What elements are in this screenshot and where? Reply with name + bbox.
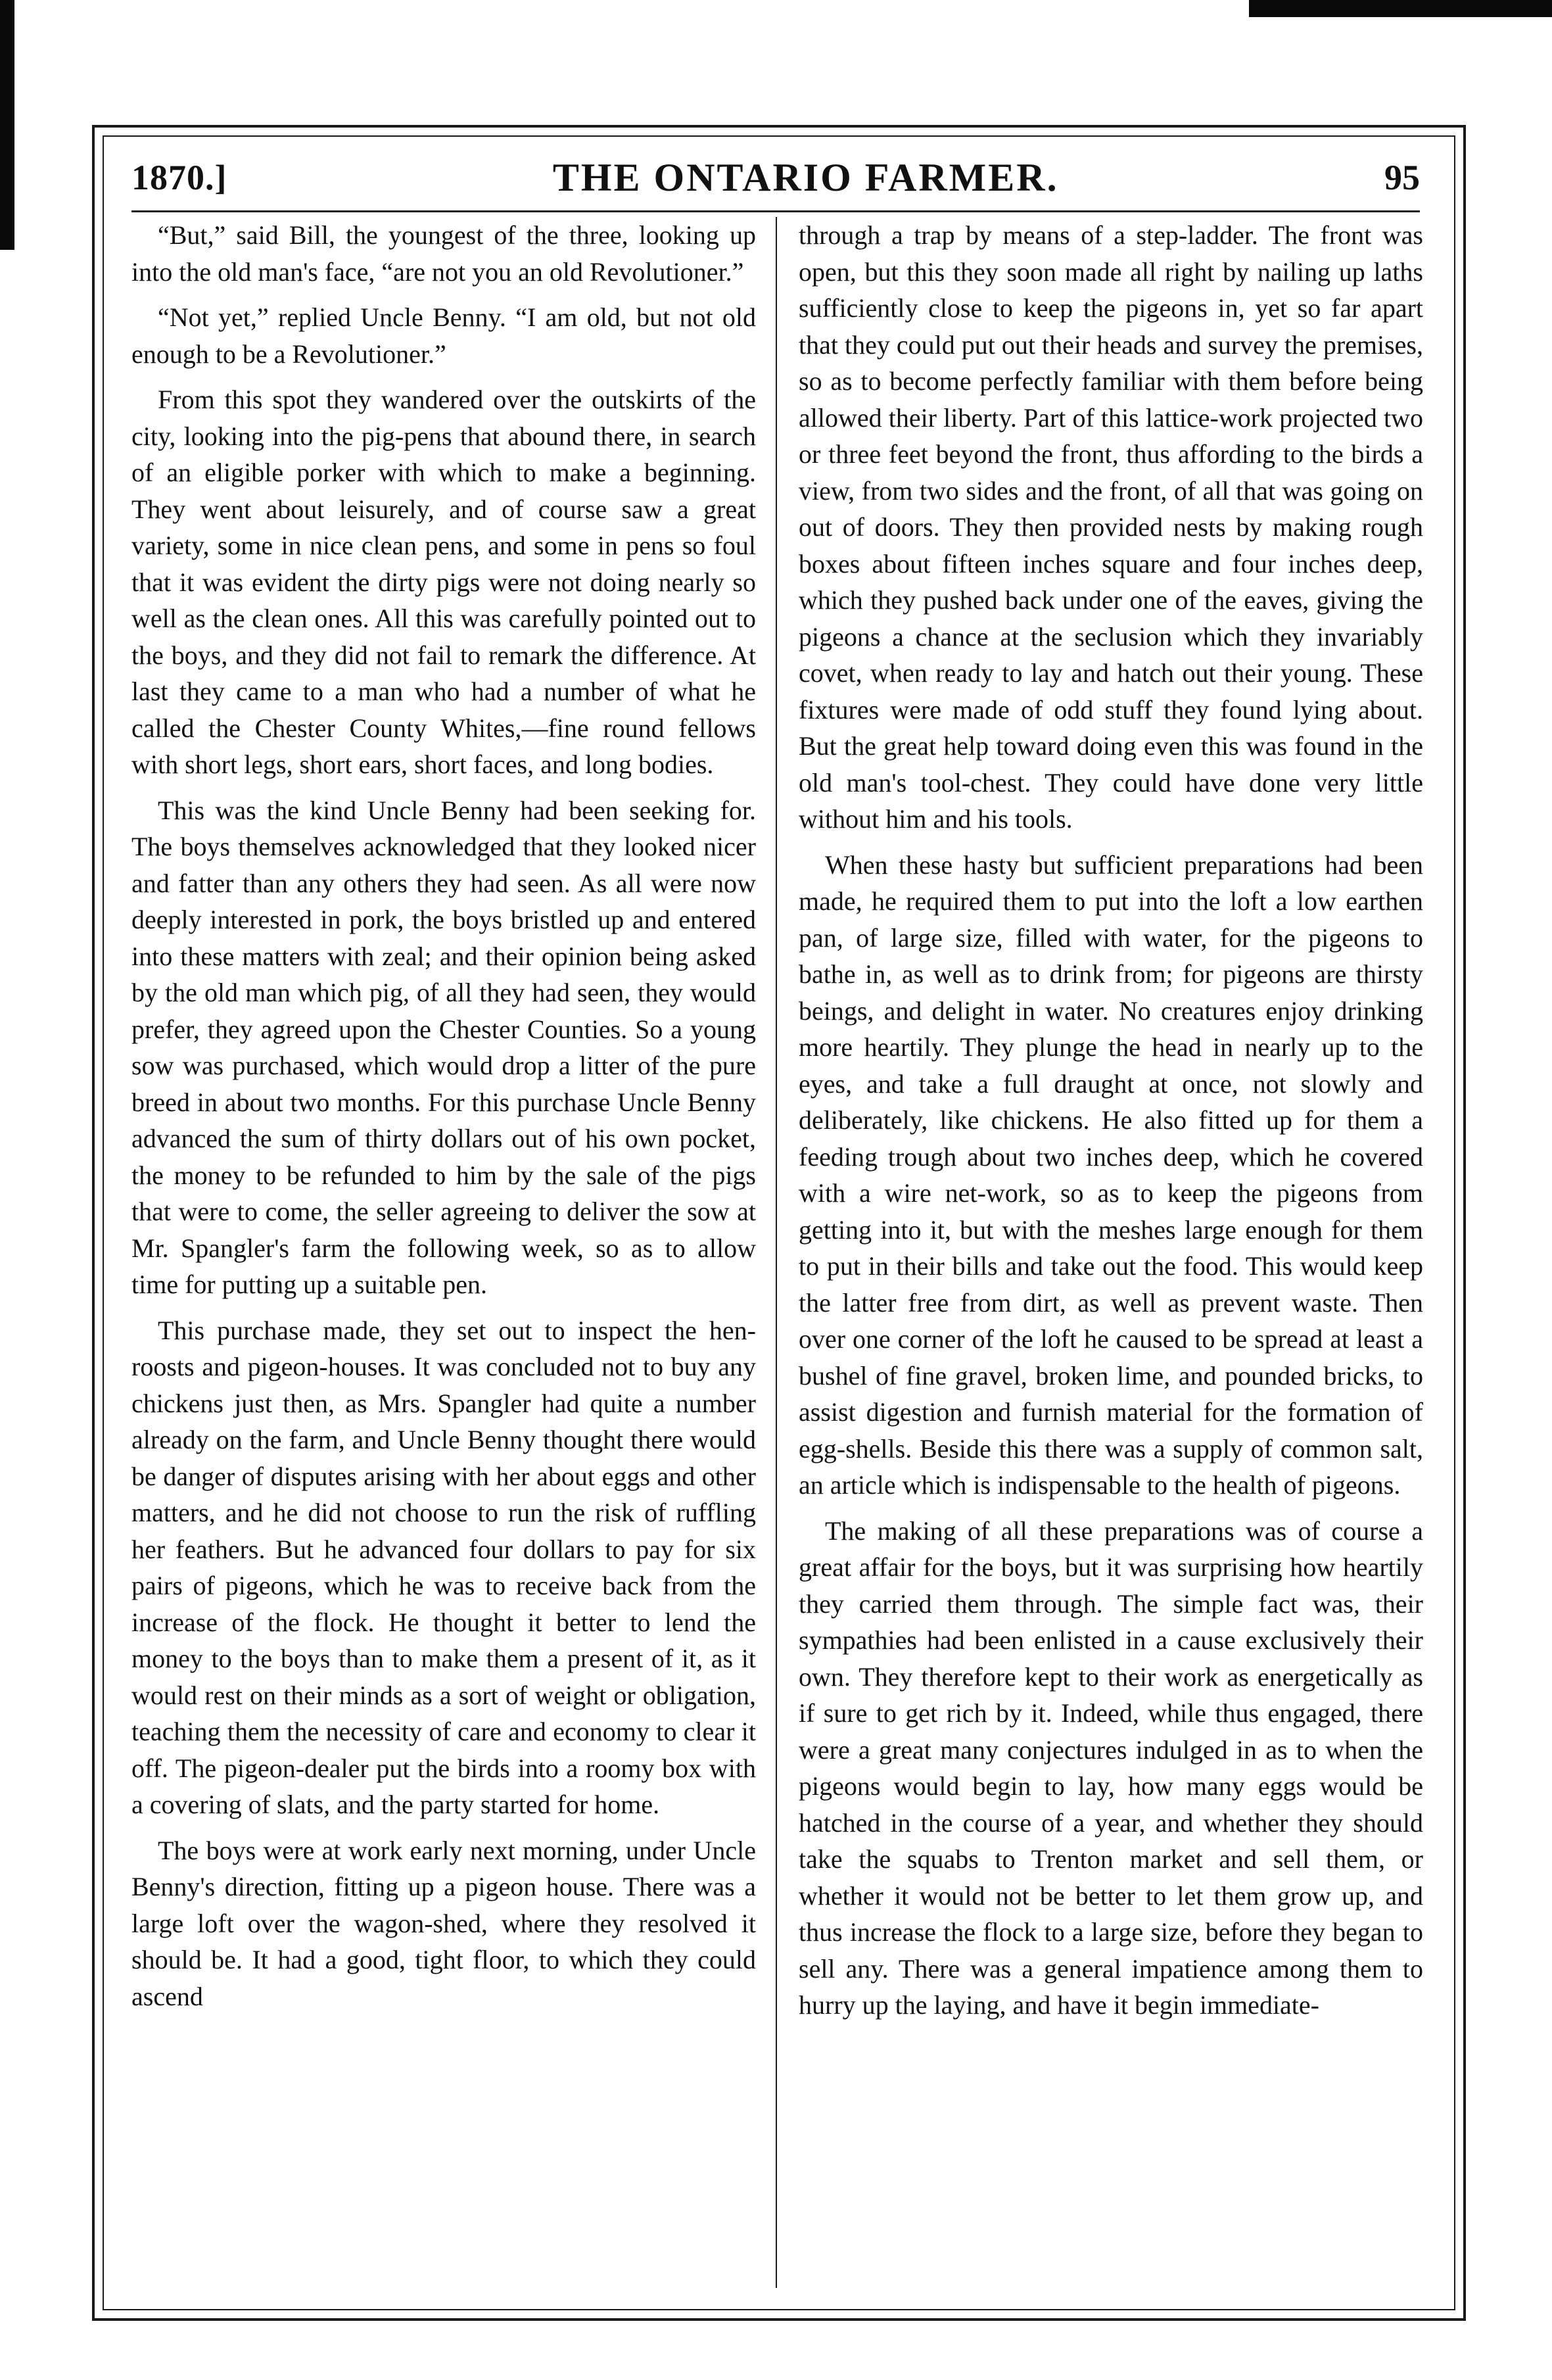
paragraph: This was the kind Uncle Benny had been seeking for. The boys themselves acknowledged that they looked nicer and fatter than any others they had seen. As all were now deeply interested in pork, the boys bristled up and entered into these matters with zeal; and their opinion being asked by the old man which pig, of all they had seen, they would prefer, they agreed upon the Chester Counties. So a young sow was purchased, which would drop a litter of the pure breed in about two months. For this purchase Uncle Benny advanced the sum of thirty dollars out of his own pocket, the money to be refunded to him by the sale of the pigs that were to come, the seller agreeing to deliver the sow at Mr. Spangler's farm the following week, so as to allow time for putting up a suitable pen. — [131, 795, 756, 1299]
paragraph: “Not yet,” replied Uncle Benny. “I am old, but not old enough to be a Revolutioner.” — [131, 302, 756, 369]
header-year: 1870.] — [131, 158, 227, 197]
paragraph: When these hasty but sufficient preparations had been made, he required them to put into the loft a low earthen pan, of large size, filled with water, for the pigeons to bathe in, as well as to drink from; for pigeons are thirsty beings, and delight in water. No creatures enjoy drinking more heartily. They plunge the head in nearly up to the eyes, and take a full draught at once, not slowly and deliberately, like chickens. He also fitted up for them a feeding trough about two inches deep, which he covered with a wire net-work, so as to keep the pigeons from getting into it, but with the meshes large enough for them to put in their bills and take out the food. This would keep the latter free from dirt, as well as prevent waste. Then over one corner of the loft he caused to be spread at least a bushel of fine gravel, broken lime, and pounded bricks, to assist digestion and furnish material for the formation of egg-shells. Beside this there was a supply of common salt, an article which is indispensable to the health of pigeons. — [799, 849, 1423, 1500]
paragraph-continued: through a trap by means of a step-ladder. The front was open, but this they soon made all right by nailing up laths sufficiently close to keep the pigeons in, yet so far apart that they could put out their heads and survey the premises, so as to become perfectly familiar with them before being allowed their liberty. Part of this lattice-work projected two or three feet beyond the front, thus affording to the birds a view, from two sides and the front, of all that was going on out of doors. They then provided nests by making rough boxes about fifteen inches square and four inches deep, which they pushed back under one of the eaves, giving the pigeons a chance at the seclusion which they invariably covet, when ready to lay and hatch out their young. These fixtures were made of odd stuff they found lying about. But the great help toward doing even this was found in the old man's tool-chest. They could have done very little without him and his tools. — [799, 220, 1423, 834]
publication-title: THE ONTARIO FARMER. — [552, 155, 1059, 199]
right-column — [799, 217, 1423, 2288]
scan-edge-mark-left — [0, 0, 14, 250]
left-column — [131, 217, 756, 2288]
paragraph: “But,” said Bill, the youngest of the three, looking up into the old man's face, “are not you an old Revolutioner.” — [131, 220, 756, 287]
paragraph: The making of all these preparations was of course a great affair for the boys, but it was surprising how heartily they carried them through. The simple fact was, their sympathies had been enlisted in a cause exclusively their own. They therefore kept to their work as energetically as if sure to get rich by it. Indeed, while thus engaged, there were a great many conjectures indulged in as to when the pigeons would begin to lay, how many eggs would be hatched in the course of a year, and whether they should take the squabs to Trenton market and sell them, or whether it would not be better to let them grow up, and thus increase the flock to a large size, before they began to sell any. There was a general impatience among them to hurry up the laying, and have it begin immediate- — [799, 1515, 1423, 2020]
page-header — [131, 145, 1420, 212]
scan-edge-mark-top — [1249, 0, 1552, 17]
paragraph: This purchase made, they set out to inspect the hen-roosts and pigeon-houses. It was concluded not to buy any chickens just then, as Mrs. Spangler had quite a number already on the farm, and Uncle Benny thought there would be danger of disputes arising with her about eggs and other matters, and he did not choose to run the risk of ruffling her feathers. But he advanced four dollars to pay for six pairs of pigeons, which he was to receive back from the increase of the flock. He thought it better to lend the money to the boys than to make them a present of it, as it would rest on their minds as a sort of weight or obligation, teaching them the necessity of care and economy to clear it off. The pigeon-dealer put the birds into a roomy box with a covering of slats, and the party started for home. — [131, 1315, 756, 1819]
paragraph: From this spot they wandered over the outskirts of the city, looking into the pig-pens that abound there, in search of an eligible porker with which to make a beginning. They went about leisurely, and of course saw a great variety, some in nice clean pens, and some in pens so foul that it was evident the dirty pigs were not doing nearly so well as the clean ones. All this was carefully pointed out to the boys, and they did not fail to remark the difference. At last they came to a man who had a number of what he called the Chester County Whites,—fine round fellows with short legs, short ears, short faces, and long bodies. — [131, 385, 756, 779]
column-divider — [776, 217, 777, 2288]
paragraph: The boys were at work early next morning, under Uncle Benny's direction, fitting up a pigeon house. There was a large loft over the wagon-shed, where they resolved it should be. It had a good, tight floor, to which they could ascend — [131, 1835, 756, 2011]
page-number: 95 — [1384, 158, 1420, 197]
